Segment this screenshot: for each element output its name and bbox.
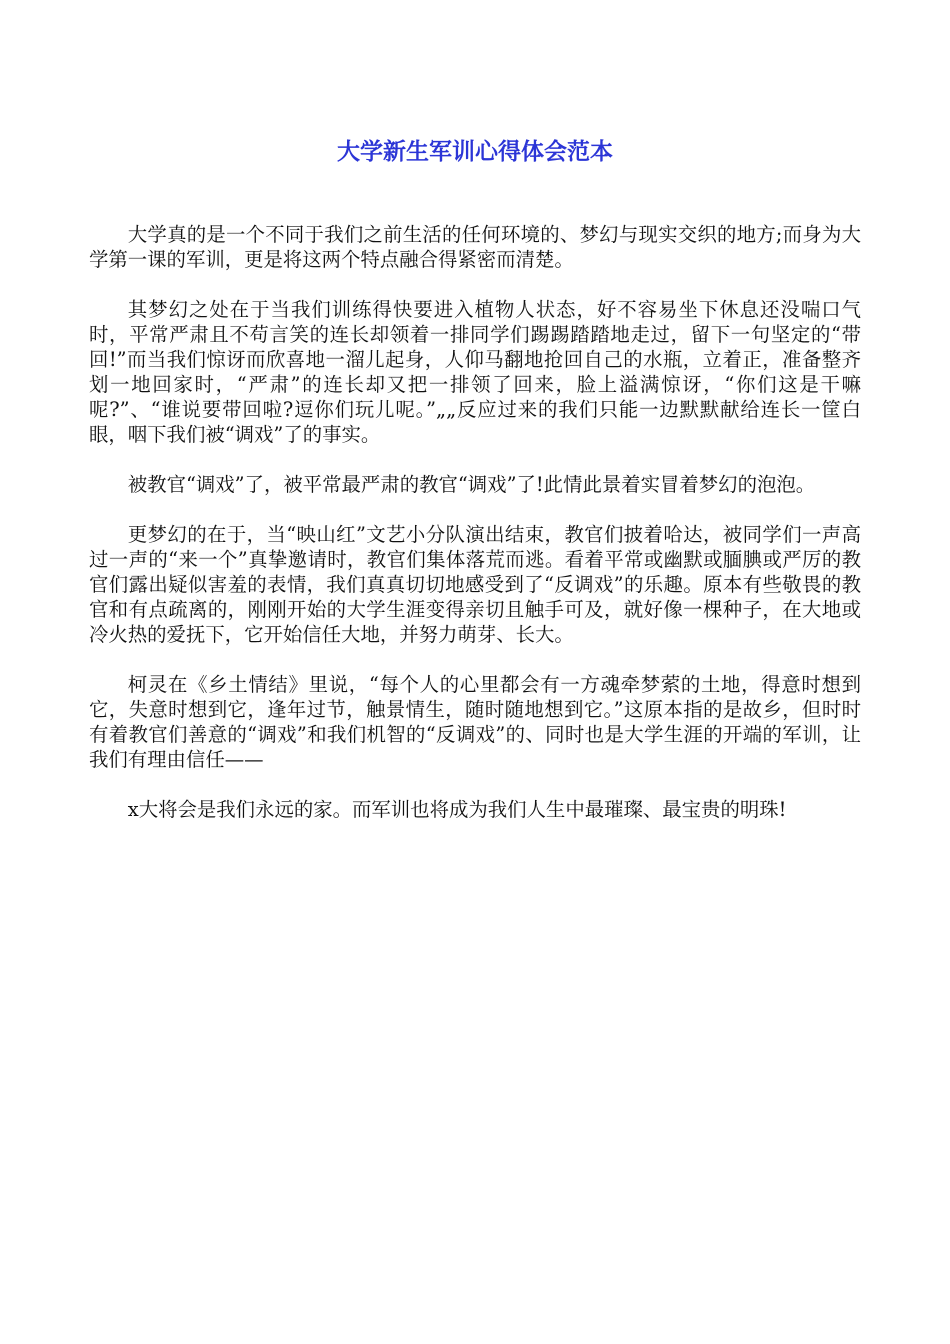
document-title: 大学新生军训心得体会范本 [337,139,613,165]
paragraph-5: 柯灵在《乡土情结》里说，“每个人的心里都会有一方魂牵梦萦的土地，得意时想到它，失意时想到它，逢年过节，触景情生，随时随地想到它。”这原本指的是故乡，但时时有着教官们善意的“调戏”和我们机智的“反调戏”的、同时也是大学生涯的开端的军训，让我们有理由信任—— [89,673,861,771]
paragraph-4: 更梦幻的在于，当“映山红”文艺小分队演出结束，教官们披着哈达，被同学们一声高过一声的“来一个”真挚邀请时，教官们集体落荒而逃。看着平常或幽默或腼腆或严厉的教官们露出疑似害羞的表情，我们真真切切地感受到了“反调戏”的乐趣。原本有些敬畏的教官和有点疏离的，刚刚开始的大学生涯变得亲切且触手可及，就好像一棵种子，在大地或冷火热的爱抚下，它开始信任大地，并努力萌芽、长大。 [89,523,861,646]
paragraph-1: 大学真的是一个不同于我们之前生活的任何环境的、梦幻与现实交织的地方;而身为大学第一课的军训，更是将这两个特点融合得紧密而清楚。 [89,223,861,271]
paragraph-2: 其梦幻之处在于当我们训练得快要进入植物人状态，好不容易坐下休息还没喘口气时，平常严肃且不苟言笑的连长却领着一排同学们踢踢踏踏地走过，留下一句坚定的“带回!”而当我们惊讶而欣喜地一溜儿起身，人仰马翻地抢回自己的水瓶，立着正，准备整齐划一地回家时，“严肃”的连长却又把一排领了回来，脸上溢满惊讶，“你们这是干嘛呢?”、“谁说要带回啦?逗你们玩儿呢。”„„反应过来的我们只能一边默默献给连长一筐白眼，咽下我们被“调戏”了的事实。 [89,298,861,446]
paragraph-6: x大将会是我们永远的家。而军训也将成为我们人生中最璀璨、最宝贵的明珠! [127,798,787,821]
document-body [89,222,861,847]
paragraph-3: 被教官“调戏”了，被平常最严肃的教官“调戏”了!此情此景着实冒着梦幻的泡泡。 [127,473,816,496]
